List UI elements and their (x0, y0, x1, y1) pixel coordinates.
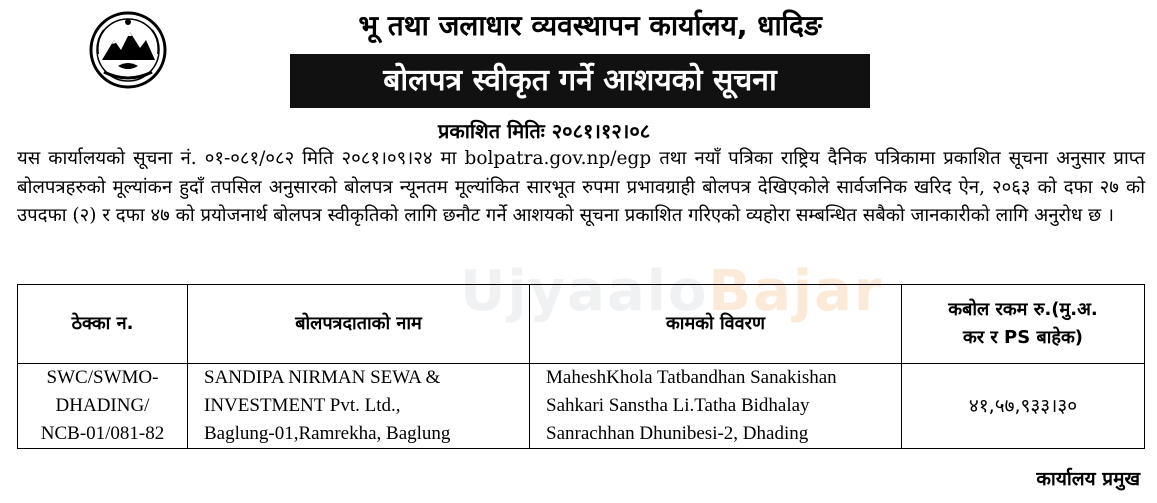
notice-paragraph: यस कार्यालयको सूचना नं. ०१-०८१/०८२ मिति २०८१।०९।२४ मा bolpatra.gov.np/egp तथा नयाँ पत्रिका राष्ट्रिय दैनिक पत्रिकामा प्रकाशित सूचना अनुसार प्राप्त बोलपत्रहरुको मूल्यांकन हुदाँ तपसिल अनुसारको बोलपत्र न्यूनतम मूल्यांकित सारभूत रुपमा प्रभावग्राही बोलपत्र देखिएकोले सार्वजनिक खरिद ऐन, २०६३ को दफा २७ को उपदफा (२) र दफा ४७ को प्रयोजनार्थ बोलपत्र स्वीकृतिको लागि छनौट गर्ने आशयको सूचना प्रकाशित गरिएको व्यहोरा सम्बन्धित सबैको जानकारीको लागि अनुरोध छ । (17, 148, 1145, 226)
bidder-name-line: SANDIPA NIRMAN SEWA & (204, 367, 441, 388)
work-description-line: Sanrachhan Dhunibesi-2, Dhading (546, 423, 809, 444)
contract-no-line: NCB-01/081-82 (40, 423, 165, 444)
work-description-line: MaheshKhola Tatbandhan Sanakishan (546, 367, 837, 388)
cell-amount: ४१,५७,९३३।३० (902, 364, 1145, 449)
watermark-part2: Bajar (708, 259, 884, 324)
contract-no-line: DHADING/ (55, 395, 150, 416)
nepal-government-emblem (88, 10, 168, 90)
contract-no-line: SWC/SWMO- (46, 367, 159, 388)
header-amount (902, 285, 1145, 364)
cell-contract-no (18, 364, 188, 449)
header-bidder-name: बोलपत्रदाताको नाम (188, 285, 530, 364)
header-amount-line1: कबोल रकम रु.(मु.अ. (948, 299, 1098, 320)
table-row (18, 364, 1145, 449)
table-header-row (18, 285, 1145, 364)
bidder-name-line: INVESTMENT Pvt. Ltd., (204, 395, 401, 416)
work-description-line: Sahkari Sanstha Li.Tatha Bidhalay (546, 395, 810, 416)
signatory: कार्यालय प्रमुख (1036, 468, 1140, 490)
published-date: प्रकाशित मितिः २०८१।१२।०८ (438, 119, 651, 143)
header-amount-line2: कर र PS बाहेक) (962, 327, 1084, 348)
cell-work-description (530, 364, 902, 449)
header-contract-no: ठेक्का न. (18, 285, 188, 364)
office-name: भू तथा जलाधार व्यवस्थापन कार्यालय, धादिङ (358, 9, 822, 42)
bidder-name-line: Baglung-01,Ramrekha, Baglung (204, 423, 451, 444)
watermark-part1: Ujyaalo (460, 259, 709, 324)
notice-title: बोलपत्र स्वीकृत गर्ने आशयको सूचना (290, 54, 870, 108)
bid-table (17, 284, 1145, 449)
header-work-description: कामको विवरण (530, 285, 902, 364)
cell-bidder-name (188, 364, 530, 449)
